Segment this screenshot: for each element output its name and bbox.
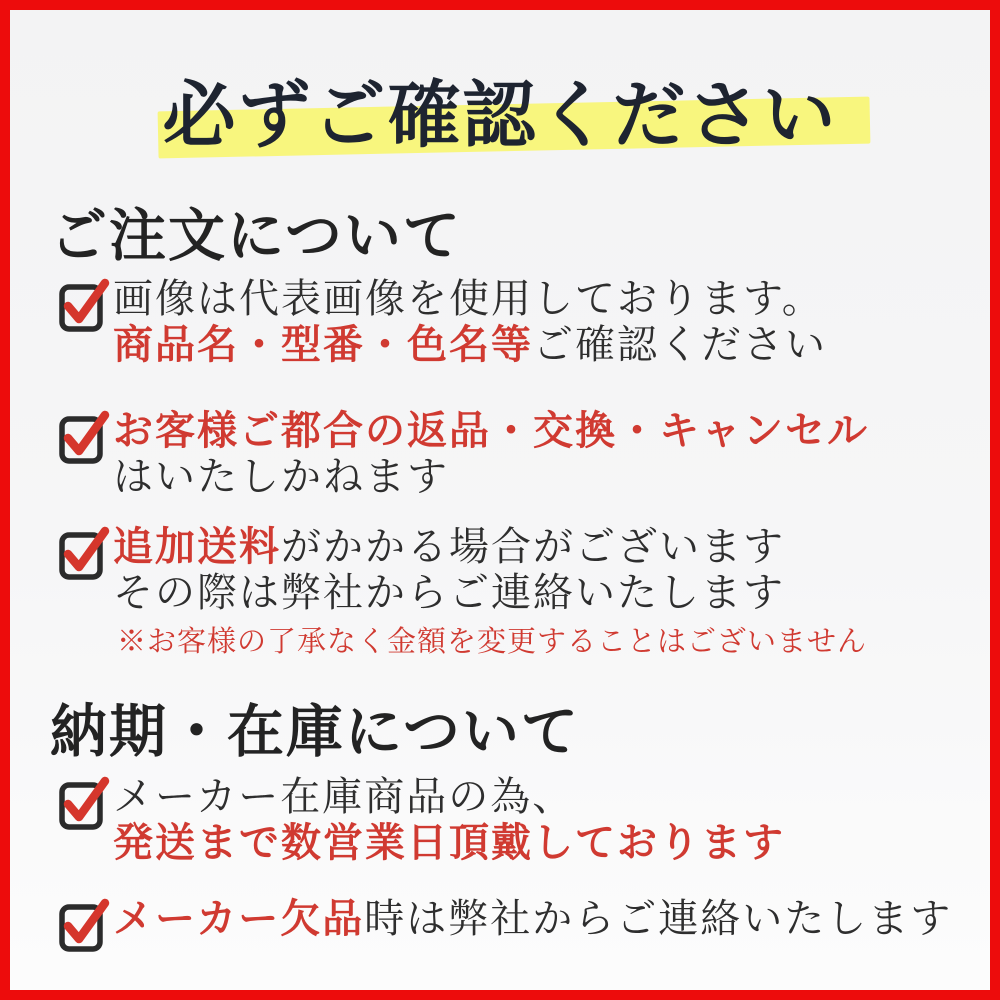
- checked-checkbox-icon: [58, 898, 108, 952]
- item-text-black: メーカー在庫商品の為、: [113, 774, 575, 820]
- item-text-red: 発送まで数営業日頂戴しております: [113, 819, 785, 866]
- item-text: [113, 774, 785, 866]
- list-item-representative-image: [58, 276, 827, 368]
- item-line: [113, 774, 785, 820]
- item-line: [113, 322, 827, 368]
- checked-checkbox-icon: [58, 278, 108, 332]
- item-line: [113, 570, 867, 616]
- list-item-maker-shortage: [58, 896, 952, 952]
- item-text-black: その際は弊社からご連絡いたします: [113, 570, 785, 616]
- page-title: 必ずご確認ください: [162, 72, 838, 158]
- checked-checkbox-icon: [58, 776, 108, 830]
- item-text-black: 画像は代表画像を使用しております。: [113, 276, 824, 322]
- item-text: [113, 276, 827, 368]
- item-text-red: メーカー欠品: [113, 895, 365, 942]
- list-item-extra-shipping: [58, 524, 867, 659]
- checked-checkbox-icon: [58, 526, 108, 580]
- item-line: [113, 896, 952, 942]
- item-line: [113, 276, 827, 322]
- item-text: [113, 896, 952, 942]
- item-text-red: お客様ご都合の返品・交換・キャンセル: [113, 407, 869, 454]
- item-note: ※お客様の了承なく金額を変更することはございません: [117, 624, 868, 658]
- checked-checkbox-icon: [58, 410, 108, 464]
- item-text-black: がかかる場合がございます: [281, 524, 785, 570]
- list-item-maker-stock: [58, 774, 785, 866]
- item-line: [113, 454, 869, 500]
- item-text-red: 商品名・型番・色名等: [113, 321, 533, 368]
- list-item-returns: [58, 408, 869, 500]
- item-text-black: はいたしかねます: [113, 454, 449, 500]
- page-title-wrap: [10, 56, 990, 161]
- item-text-black: 時は弊社からご連絡いたします: [364, 896, 953, 942]
- item-text-black: ご確認ください: [533, 322, 827, 368]
- item-text: [113, 408, 869, 500]
- item-line: [113, 820, 785, 866]
- item-text-red: 追加送料: [113, 523, 281, 570]
- section-heading-stock: 納期・在庫について: [50, 698, 580, 765]
- item-line: [113, 524, 867, 570]
- item-line: [113, 408, 869, 454]
- section-heading-order: ご注文について: [50, 202, 462, 269]
- item-text: [113, 524, 867, 659]
